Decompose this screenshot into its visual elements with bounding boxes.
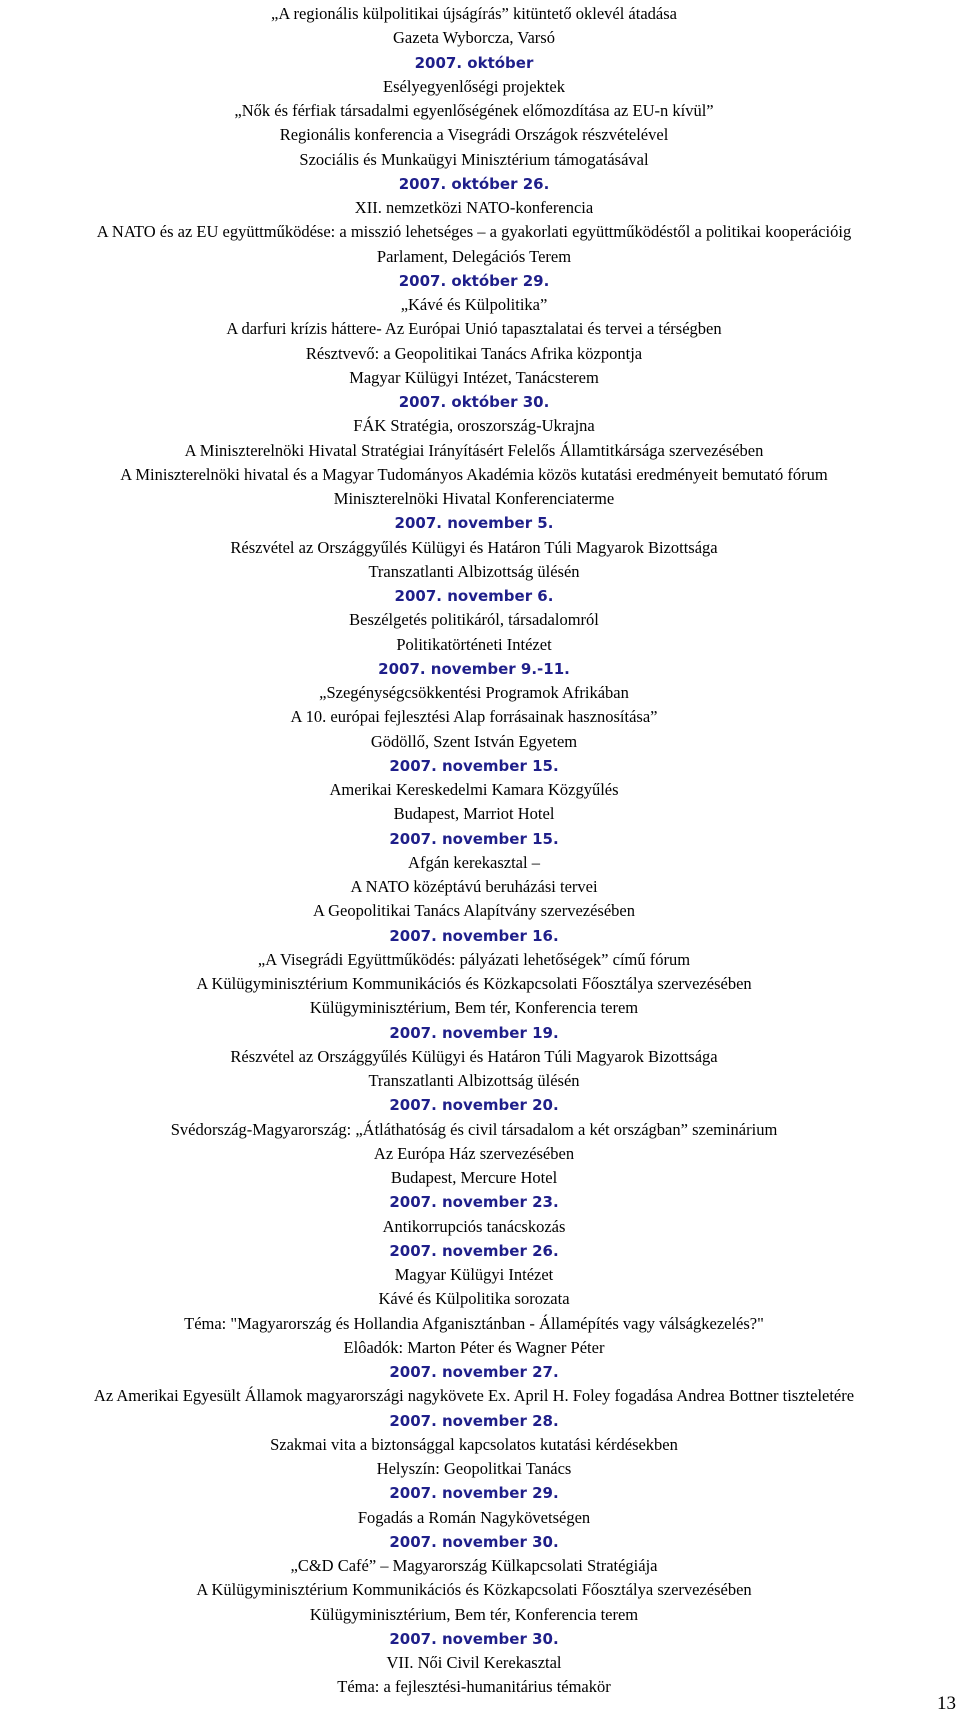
event-line: Esélyegyenlőségi projektek bbox=[383, 76, 565, 96]
event-line: A darfuri krízis háttere- Az Európai Unió tapasztalatai és tervei a térségben bbox=[226, 319, 722, 339]
event-date: 2007. október 29. bbox=[398, 271, 550, 290]
event-line: „A Visegrádi Együttműködés: pályázati lehetőségek” című fórum bbox=[257, 949, 691, 969]
event-date: 2007. november 30. bbox=[389, 1629, 559, 1648]
event-line: Elôadók: Marton Péter és Wagner Péter bbox=[343, 1337, 605, 1357]
event-line: „Szegénységcsökkentési Programok Afrikában bbox=[319, 683, 629, 702]
event-date: 2007. november 9.-11. bbox=[378, 659, 570, 678]
event-date: 2007. november 27. bbox=[389, 1363, 559, 1381]
event-line: Szociális és Munkaügyi Minisztérium támogatásával bbox=[299, 149, 649, 169]
event-date: 2007. november 16. bbox=[389, 926, 559, 945]
event-line: A Geopolitikai Tanács Alapítvány szervezésében bbox=[312, 901, 636, 921]
event-line: Téma: "Magyarország és Hollandia Afganisztánban - Államépítés vagy válságkezelés?" bbox=[184, 1313, 764, 1333]
event-line: A Külügyminisztérium Kommunikációs és Közkapcsolati Főosztálya szervezésében bbox=[196, 974, 752, 993]
event-date: 2007. november 19. bbox=[389, 1023, 559, 1042]
event-line: Budapest, Marriot Hotel bbox=[393, 804, 555, 824]
event-line: Szakmai vita a biztonsággal kapcsolatos kutatási kérdésekben bbox=[270, 1434, 678, 1454]
event-line: Afgán kerekasztal – bbox=[408, 852, 540, 872]
event-line: FÁK Stratégia, oroszország-Ukrajna bbox=[353, 416, 595, 436]
event-line: Az Amerikai Egyesült Államok magyarországi nagykövete Ex. April H. Foley fogadása Andrea Bottner tiszteletére bbox=[93, 1386, 855, 1406]
event-line: Parlament, Delegációs Terem bbox=[376, 246, 572, 266]
event-line: „C&D Café” – Magyarország Külkapcsolati Stratégiája bbox=[290, 1556, 658, 1575]
event-line: Miniszterelnöki Hivatal Konferenciaterme bbox=[333, 489, 615, 508]
event-line: A Külügyminisztérium Kommunikációs és Közkapcsolati Főosztálya szervezésében bbox=[196, 1580, 752, 1600]
event-date: 2007. november 28. bbox=[389, 1411, 559, 1430]
event-line: Budapest, Mercure Hotel bbox=[390, 1168, 558, 1187]
event-line: Politikatörténeti Intézet bbox=[396, 634, 552, 654]
page-number: 13 bbox=[937, 1693, 956, 1714]
event-line: A Miniszterelnöki hivatal és a Magyar Tudományos Akadémia közös kutatási eredményeit bemutató fórum bbox=[120, 464, 828, 484]
event-line: Kávé és Külpolitika sorozata bbox=[378, 1289, 570, 1309]
event-line: „Nők és férfiak társadalmi egyenlőségének előmozdítása az EU-n kívül” bbox=[234, 101, 714, 120]
event-line: Helyszín: Geopolitkai Tanács bbox=[376, 1459, 572, 1478]
event-line: Külügyminisztérium, Bem tér, Konferencia terem bbox=[309, 998, 639, 1018]
event-date: 2007. október 30. bbox=[398, 393, 550, 411]
event-line: „A regionális külpolitikai újságírás” kitüntető oklevél átadása bbox=[271, 4, 677, 23]
event-list bbox=[0, 2, 948, 1700]
event-line: VII. Női Civil Kerekasztal bbox=[386, 1653, 562, 1672]
event-date: 2007. november 15. bbox=[389, 829, 559, 848]
event-line: Beszélgetés politikáról, társadalomról bbox=[349, 610, 599, 630]
event-line: Gazeta Wyborcza, Varsó bbox=[393, 28, 555, 48]
event-line: Gödöllő, Szent István Egyetem bbox=[370, 731, 578, 751]
event-line: A Miniszterelnöki Hivatal Stratégiai Irányításért Felelős Államtitkársága szervezésében bbox=[184, 440, 764, 460]
event-date: 2007. november 20. bbox=[389, 1096, 559, 1115]
event-line: XII. nemzetközi NATO-konferencia bbox=[354, 198, 594, 217]
event-line: Téma: a fejlesztési-humanitárius témakör bbox=[337, 1677, 611, 1697]
event-line: A NATO középtávú beruházási tervei bbox=[350, 877, 598, 896]
event-date: 2007. november 29. bbox=[389, 1484, 559, 1503]
event-date: 2007. november 5. bbox=[394, 514, 554, 533]
event-line: Résztvevő: a Geopolitikai Tanács Afrika központja bbox=[305, 343, 643, 363]
event-line: Amerikai Kereskedelmi Kamara Közgyűlés bbox=[329, 780, 619, 799]
event-line: Antikorrupciós tanácskozás bbox=[382, 1216, 566, 1236]
event-date: 2007. október 26. bbox=[398, 174, 550, 193]
event-date: 2007. november 26. bbox=[389, 1241, 559, 1260]
event-date: 2007. november 23. bbox=[389, 1193, 559, 1212]
event-line: Magyar Külügyi Intézet bbox=[394, 1265, 554, 1284]
event-line: Az Európa Ház szervezésében bbox=[373, 1143, 575, 1163]
event-line: Transzatlanti Albizottság ülésén bbox=[368, 1071, 580, 1090]
event-line: Részvétel az Országgyűlés Külügyi és Határon Túli Magyarok Bizottsága bbox=[230, 1046, 718, 1066]
event-line: „Kávé és Külpolitika” bbox=[400, 295, 548, 314]
event-date: 2007. október bbox=[414, 53, 534, 72]
event-date: 2007. november 15. bbox=[389, 756, 559, 775]
event-line: Regionális konferencia a Visegrádi Országok részvételével bbox=[279, 125, 669, 145]
event-line: Transzatlanti Albizottság ülésén bbox=[368, 561, 580, 581]
event-date: 2007. november 30. bbox=[389, 1532, 559, 1551]
event-line: A 10. európai fejlesztési Alap forrásainak hasznosítása” bbox=[290, 707, 658, 727]
event-line: A NATO és az EU együttműködése: a misszió lehetséges – a gyakorlati együttműködéstől a politikai kooperációig bbox=[96, 222, 852, 242]
event-date: 2007. november 6. bbox=[394, 587, 554, 605]
event-line: Magyar Külügyi Intézet, Tanácsterem bbox=[349, 367, 599, 387]
event-line: Svédország-Magyarország: „Átláthatóság és civil társadalom a két országban” szeminárium bbox=[170, 1119, 778, 1139]
event-line: Külügyminisztérium, Bem tér, Konferencia terem bbox=[309, 1604, 639, 1624]
event-line: Fogadás a Román Nagykövetségen bbox=[357, 1507, 591, 1527]
event-line: Részvétel az Országgyűlés Külügyi és Határon Túli Magyarok Bizottsága bbox=[230, 537, 718, 557]
